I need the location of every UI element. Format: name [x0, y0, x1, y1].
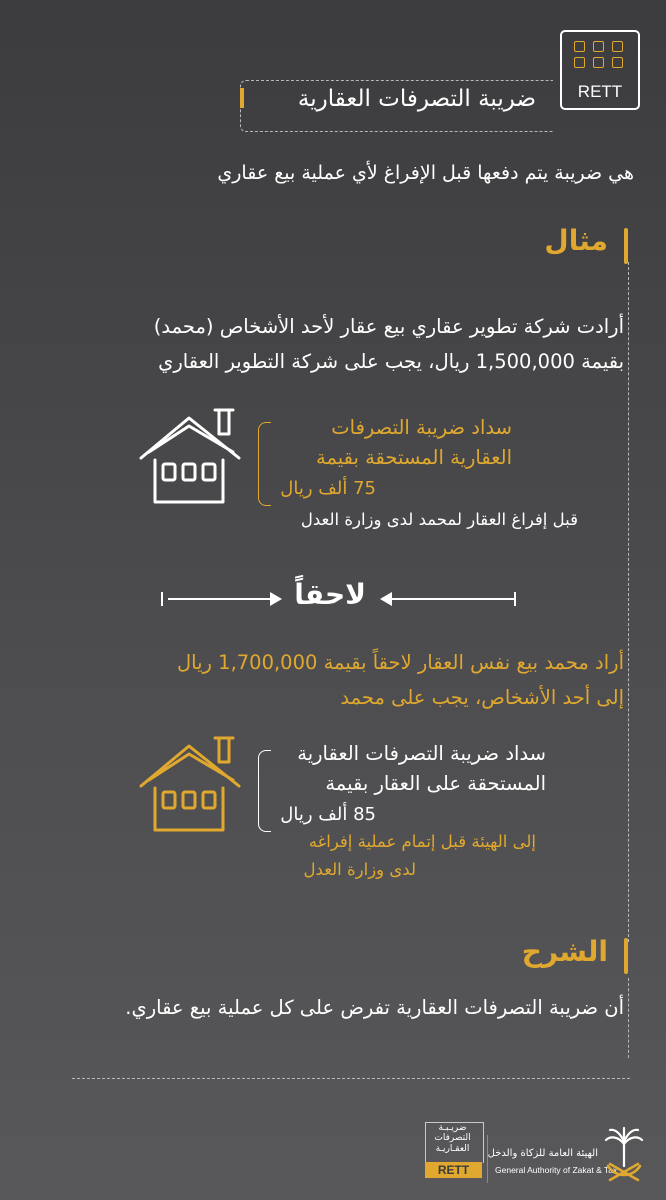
amount-bracket-white — [258, 750, 271, 832]
bottom-dashed-border — [72, 1078, 630, 1079]
arrow-right-icon — [270, 592, 282, 606]
amount-bracket — [258, 422, 271, 506]
authority-name-ar: الهيئة العامة للزكاة والدخل — [487, 1148, 598, 1159]
intro-text: هي ضريبة يتم دفعها قبل الإفراغ لأي عملية بيع عقاري — [217, 162, 634, 184]
later-arrow-line-right — [388, 598, 516, 600]
timeline-dashed-line — [628, 262, 629, 942]
payment2-line1: سداد ضريبة التصرفات العقارية — [297, 742, 546, 765]
authority-palm-swords-icon — [602, 1126, 646, 1184]
later-text-line1: أراد محمد بيع نفس العقار لاحقاً بقيمة 1,700,000 ريال — [177, 651, 624, 674]
payment1-note: قبل إفراغ العقار لمحمد لدى وزارة العدل — [300, 510, 578, 529]
rett-logo-line3: العقـاريـة — [435, 1143, 470, 1154]
payment2-amount: 85 ألف ريال — [280, 804, 376, 825]
arrow-left-icon — [380, 592, 392, 606]
timeline-dashed-line-lower — [628, 978, 629, 1058]
example-text-line2: بقيمة 1,500,000 ريال، يجب على شركة التطوير العقاري — [158, 350, 624, 373]
rett-badge-label: RETT — [577, 82, 623, 101]
explanation-heading: الشرح — [521, 935, 608, 968]
rett-logo-line2: التصرفات — [434, 1133, 471, 1144]
rett-logo — [425, 1122, 482, 1180]
rett-logo-badge: RETT — [425, 1162, 482, 1178]
later-text-line2: إلى أحد الأشخاص، يجب على محمد — [340, 686, 624, 709]
payment1-line2: العقارية المستحقة بقيمة — [316, 446, 512, 469]
rett-logo-line1: ضريـبـة — [438, 1123, 467, 1133]
payment2-note-line1: إلى الهيئة قبل إتمام عملية إفراغه — [308, 832, 536, 851]
payment2-line2: المستحقة على العقار بقيمة — [325, 772, 546, 795]
house-icon-gold — [137, 728, 252, 838]
house-icon — [137, 400, 252, 510]
payment2-note-line2: لدى وزارة العدل — [303, 860, 416, 879]
explanation-heading-bar — [624, 938, 628, 974]
later-line-cap-right — [514, 592, 516, 606]
later-arrow-line-left — [168, 598, 278, 600]
example-text-line1: أرادت شركة تطوير عقاري بيع عقار لأحد الأشخاص (محمد) — [153, 315, 624, 338]
authority-name-en: General Authority of Zakat & Tax — [495, 1165, 618, 1175]
rett-building-icon — [560, 30, 640, 110]
page-title: ضريبة التصرفات العقارية — [297, 86, 536, 112]
later-label: لاحقاً — [294, 578, 366, 611]
explanation-text: أن ضريبة التصرفات العقارية تفرض على كل عملية بيع عقاري. — [125, 996, 624, 1019]
example-heading-bar — [624, 228, 628, 264]
example-heading: مثال — [544, 224, 608, 257]
header-accent-bar — [240, 88, 244, 108]
payment1-line1: سداد ضريبة التصرفات — [331, 416, 512, 439]
later-line-cap-left — [161, 592, 163, 606]
payment1-amount: 75 ألف ريال — [280, 478, 376, 499]
footer-separator — [487, 1135, 488, 1183]
